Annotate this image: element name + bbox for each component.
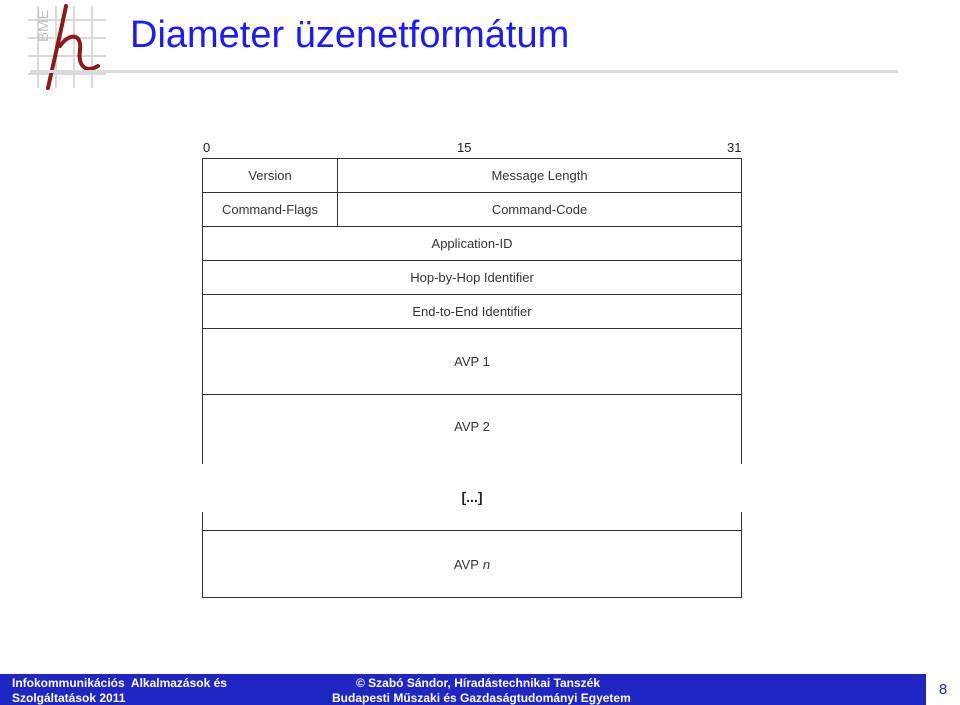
field-avp2: AVP 2 bbox=[202, 394, 742, 464]
bit-label-15: 15 bbox=[457, 140, 472, 155]
row-hop-by-hop bbox=[202, 260, 742, 294]
bit-label-31: 31 bbox=[727, 140, 742, 155]
footer-author-line1: © Szabó Sándor, Híradástechnikai Tanszék bbox=[356, 676, 601, 690]
field-version: Version bbox=[202, 158, 338, 192]
title-divider bbox=[30, 70, 898, 73]
footer-author bbox=[332, 676, 631, 705]
field-message-length: Message Length bbox=[338, 158, 742, 192]
logo-text: BME bbox=[35, 9, 52, 42]
field-avpn bbox=[202, 512, 742, 598]
row-application-id bbox=[202, 226, 742, 260]
field-command-code: Command-Code bbox=[338, 192, 742, 226]
field-application-id: Application-ID bbox=[202, 226, 742, 260]
avpn-top-line bbox=[203, 512, 741, 531]
footer-course-line1: Infokommunikációs Alkalmazások és bbox=[12, 676, 227, 690]
avpn-var: n bbox=[482, 556, 491, 572]
row-avp2 bbox=[202, 394, 742, 464]
ellipsis-label: [...] bbox=[461, 489, 483, 505]
field-hop-by-hop: Hop-by-Hop Identifier bbox=[202, 260, 742, 294]
row-version bbox=[202, 158, 742, 192]
field-command-flags: Command-Flags bbox=[202, 192, 338, 226]
bit-label-0: 0 bbox=[203, 140, 211, 155]
row-avpn bbox=[202, 512, 742, 598]
row-end-to-end bbox=[202, 294, 742, 328]
footer-course bbox=[12, 676, 227, 705]
row-command bbox=[202, 192, 742, 226]
field-end-to-end: End-to-End Identifier bbox=[202, 294, 742, 328]
field-avp1: AVP 1 bbox=[202, 328, 742, 394]
footer-bar bbox=[0, 674, 960, 705]
diameter-header-diagram bbox=[200, 138, 745, 600]
avpn-prefix: AVP bbox=[453, 556, 479, 572]
row-avp1 bbox=[202, 328, 742, 394]
slide-title: Diameter üzenetformátum bbox=[130, 14, 570, 56]
footer-author-line2: Budapesti Műszaki és Gazdaságtudományi Egyetem bbox=[332, 690, 631, 705]
bme-logo bbox=[18, 2, 110, 92]
page-number: 8 bbox=[926, 674, 960, 705]
avpn-label bbox=[454, 531, 490, 597]
footer-course-line2: Szolgáltatások 2011 bbox=[12, 690, 126, 705]
